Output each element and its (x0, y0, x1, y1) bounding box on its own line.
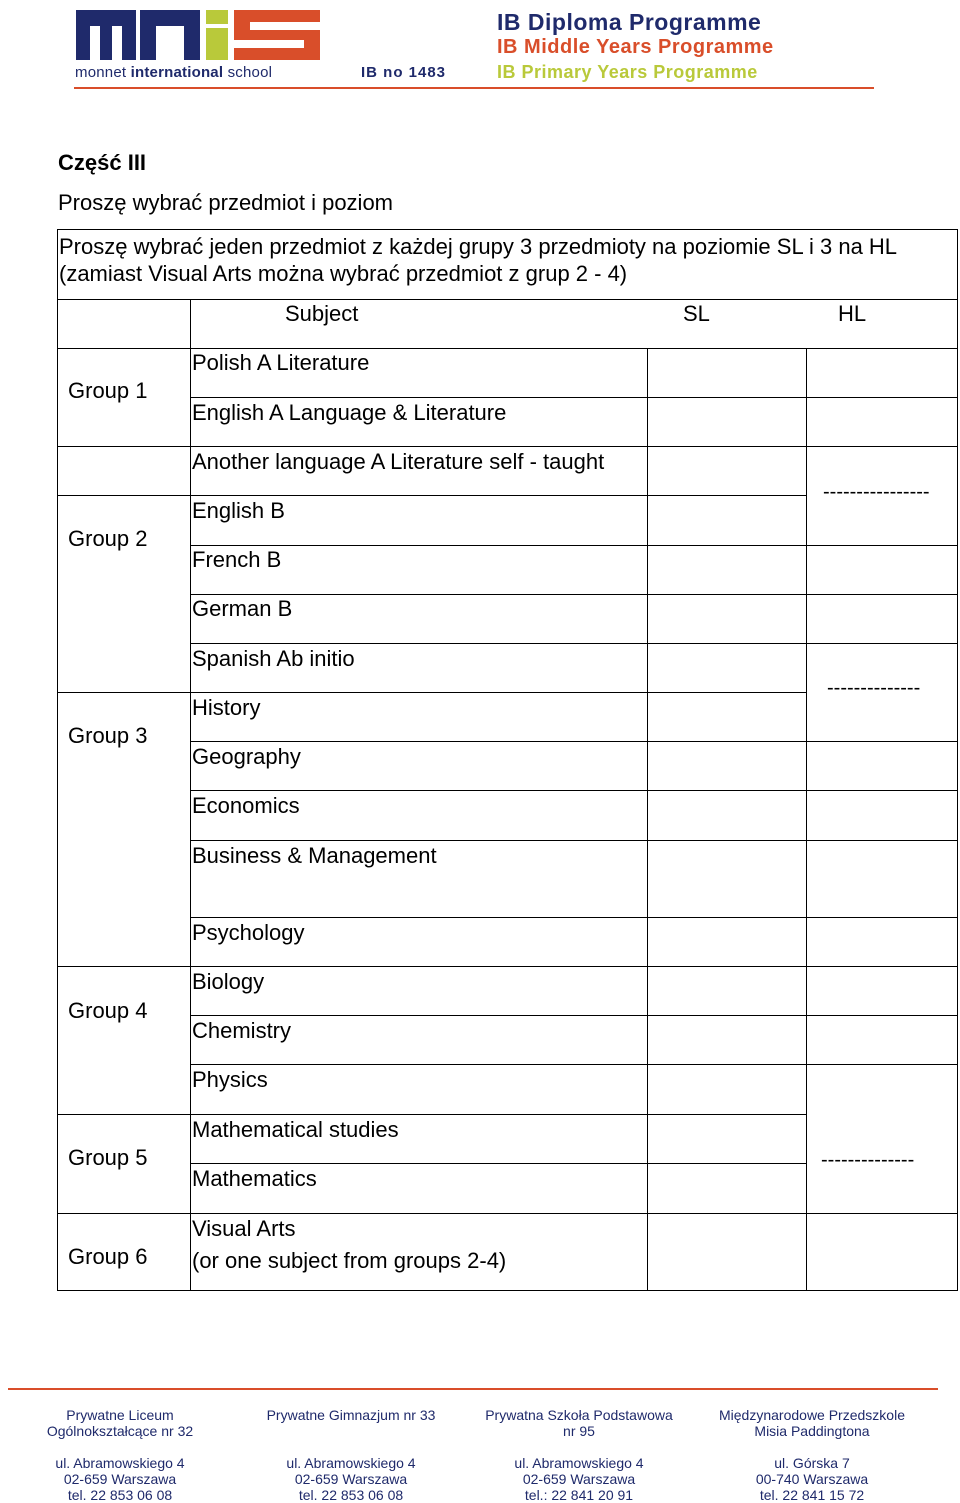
subject-psychology: Psychology (192, 920, 305, 945)
subject-business-management: Business & Management (192, 843, 437, 868)
footer-name: Międzynarodowe Przedszkole Misia Paddingtona (719, 1407, 905, 1439)
subject-selection-table (57, 229, 958, 1291)
footer-address: ul. Abramowskiego 4 02-659 Warszawa tel. 22 853 06 08 (286, 1455, 416, 1503)
hl-not-available: -------------- (821, 1149, 915, 1171)
header-hl: HL (838, 301, 867, 326)
group-6-label: Group 6 (68, 1244, 148, 1269)
subject-chemistry: Chemistry (192, 1018, 292, 1043)
programme-myp: IB Middle Years Programme (497, 36, 774, 58)
column-divider-group (190, 299, 191, 1291)
section-title: Część III (58, 150, 147, 175)
programme-dp: IB Diploma Programme (497, 9, 762, 35)
hl-not-available: ---------------- (823, 481, 930, 503)
subject-french-b: French B (192, 547, 282, 572)
subject-geography: Geography (192, 744, 301, 769)
subject-mathematical-studies: Mathematical studies (192, 1117, 399, 1142)
table-note: Proszę wybrać jeden przedmiot z każdej grupy 3 przedmioty na poziomie SL i 3 na HL (zamiast Visual Arts można wybrać przedmiot z grup 2 - 4) (59, 234, 897, 286)
row-divider (190, 397, 958, 398)
subject-history: History (192, 695, 261, 720)
footer-school-liceum (0, 1407, 240, 1503)
column-divider-hl (806, 348, 807, 1291)
group-5-label: Group 5 (68, 1145, 148, 1170)
footer-school-przedszkole (692, 1407, 932, 1503)
subject-english-a: English A Language & Literature (192, 400, 507, 425)
school-logo-icon (74, 8, 324, 64)
ib-number: IB no 1483 (361, 64, 447, 81)
programme-pyp: IB Primary Years Programme (497, 62, 758, 82)
footer-divider (8, 1388, 938, 1390)
footer-address: ul. Górska 7 00-740 Warszawa tel. 22 841 15 72 (755, 1455, 869, 1503)
footer-name: Prywatna Szkoła Podstawowa nr 95 (485, 1407, 673, 1439)
subject-spanish-ab-initio: Spanish Ab initio (192, 646, 355, 671)
column-divider-sl (647, 348, 648, 1291)
row-divider (57, 1114, 806, 1115)
header-subject: Subject (285, 301, 359, 326)
row-divider (57, 495, 806, 496)
subject-economics: Economics (192, 793, 300, 818)
row-divider (190, 594, 958, 595)
subject-mathematics: Mathematics (192, 1166, 317, 1191)
subject-polish-a: Polish A Literature (192, 350, 370, 375)
row-divider (190, 545, 958, 546)
page-header (0, 0, 960, 95)
footer-address: ul. Abramowskiego 4 02-659 Warszawa tel. 22 853 06 08 (55, 1455, 185, 1503)
section-instruction: Proszę wybrać przedmiot i poziom (58, 190, 394, 215)
subject-biology: Biology (192, 969, 265, 994)
row-divider (57, 299, 958, 300)
footer-name: Prywatne Gimnazjum nr 33 (266, 1407, 436, 1423)
footer-address: ul. Abramowskiego 4 02-659 Warszawa tel.: 22 841 20 91 (514, 1455, 644, 1503)
row-divider (57, 348, 958, 349)
subject-visual-arts: Visual Arts (192, 1216, 296, 1241)
row-divider (190, 917, 958, 918)
row-divider (190, 741, 958, 742)
footer-school-podstawowa (459, 1407, 699, 1503)
group-3-label: Group 3 (68, 723, 148, 748)
row-divider (57, 692, 806, 693)
row-divider (190, 643, 958, 644)
row-divider (57, 446, 958, 447)
group-2-label: Group 2 (68, 526, 148, 551)
header-sl: SL (683, 301, 710, 326)
row-divider (57, 1213, 958, 1214)
hl-not-available: -------------- (827, 677, 921, 699)
row-divider (190, 790, 958, 791)
footer-school-gimnazjum (231, 1407, 471, 1503)
group-1-label: Group 1 (68, 378, 148, 403)
subject-english-b: English B (192, 498, 285, 523)
group-4-label: Group 4 (68, 998, 148, 1023)
subject-physics: Physics (192, 1067, 268, 1092)
row-divider (190, 840, 958, 841)
row-divider (57, 966, 958, 967)
header-divider (74, 87, 874, 89)
subject-another-language-a: Another language A Literature self - taught (192, 449, 605, 474)
row-divider (190, 1163, 806, 1164)
footer-name: Prywatne Liceum Ogólnokształcące nr 32 (46, 1407, 194, 1439)
school-name: monnet international school (75, 64, 273, 81)
row-divider (190, 1015, 958, 1016)
row-divider (190, 1064, 958, 1065)
subject-german-b: German B (192, 596, 293, 621)
subject-visual-arts-note: (or one subject from groups 2-4) (192, 1248, 507, 1273)
